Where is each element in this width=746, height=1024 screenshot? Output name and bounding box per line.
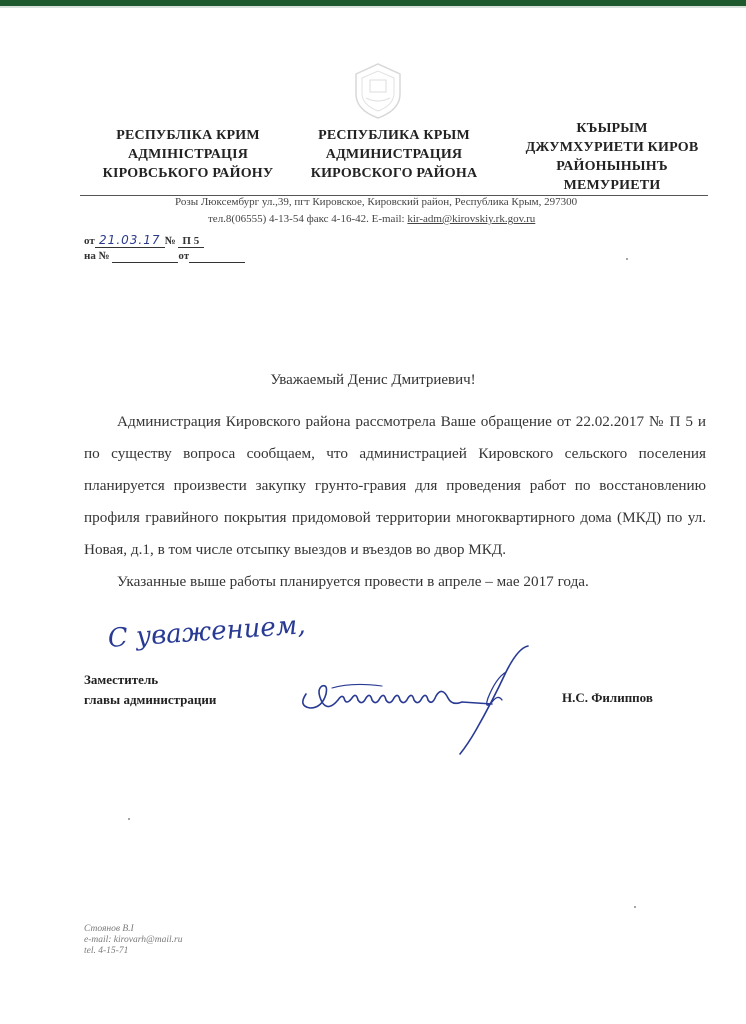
position-line-1: Заместитель (84, 672, 159, 687)
header-ru-line-3: КИРОВСКОГО РАЙОНА (310, 166, 478, 181)
header-ct-line-3: РАЙОНЫНЫНЪ (556, 159, 668, 174)
header-uk-line-3: КІРОВСЬКОГО РАЙОНУ (102, 166, 274, 181)
number-field: П 5 (178, 235, 204, 248)
header-russian (296, 126, 492, 183)
to-number-field (112, 250, 178, 263)
to-date-field (189, 250, 245, 263)
to-label: на № (84, 250, 110, 262)
signatory-position (84, 670, 216, 710)
executor-name: Стоянов В.І (84, 924, 134, 934)
handwritten-closing: С уважением, (106, 610, 307, 654)
header-ct-line-1: КЪЫРЫМ (576, 121, 648, 136)
top-border-shadow (0, 6, 746, 8)
incoming-reference (84, 250, 245, 263)
position-line-2: главы администрации (84, 692, 217, 707)
to-date-label: от (178, 250, 190, 262)
paragraph-2: Указанные выше работы планируется провести в апреле – мае 2017 года. (117, 573, 589, 590)
date-field (95, 233, 165, 248)
signatory-name: Н.С. Филиппов (562, 690, 653, 705)
coat-of-arms-icon (352, 60, 404, 120)
phone-fax: тел.8(06555) 4-13-54 факс 4-16-42. E-mail: (208, 213, 408, 225)
executor-phone: tel. 4-15-71 (84, 946, 129, 956)
letter-body (84, 406, 706, 598)
header-ct-line-4: МЕМУРИЕТИ (563, 178, 661, 193)
header-ru-line-2: АДМИНИСТРАЦИЯ (325, 147, 463, 162)
handwritten-date: 21.03.17 (99, 233, 161, 247)
header-ru-line-1: РЕСПУБЛИКА КРЫМ (318, 128, 470, 143)
handwritten-signature (292, 638, 532, 758)
contact-line (208, 213, 535, 225)
executor-email: e-mail: kirovarh@mail.ru (84, 935, 183, 945)
scan-speck (634, 906, 636, 908)
header-ukrainian (78, 126, 298, 183)
header-uk-line-2: АДМІНІСТРАЦІЯ (127, 147, 249, 162)
scan-speck (626, 258, 628, 260)
scan-speck (128, 818, 130, 820)
executor-footer (84, 924, 182, 957)
letter-greeting: Уважаемый Денис Дмитриевич! (270, 372, 476, 388)
number-label: № (164, 235, 176, 247)
from-label: от (84, 235, 95, 247)
outgoing-reference (84, 233, 204, 248)
header-uk-line-1: РЕСПУБЛІКА КРИМ (116, 128, 260, 143)
paragraph-1: Администрация Кировского района рассмотрела Ваше обращение от 22.02.2017 № П 5 и по существу вопроса сообщаем, что администрацией Кировского сельского поселения планируется произвести закупку грунто-гравия для проведения работ по восстановлению профиля гравийного покрытия придомовой территории многоквартирного дома (МКД) по ул. Новая, д.1, в том числе отсыпку выездов и въездов во двор МКД. (84, 413, 706, 558)
email-link[interactable]: kir-adm@kirovskiy.rk.gov.ru (407, 213, 536, 225)
header-crimean-tatar (506, 119, 718, 195)
header-ct-line-2: ДЖУМХУРИЕТИ КИРОВ (525, 140, 699, 155)
address-line: Розы Люксембург ул.,39, пгт Кировское, Кировский район, Республика Крым, 297300 (175, 196, 578, 208)
